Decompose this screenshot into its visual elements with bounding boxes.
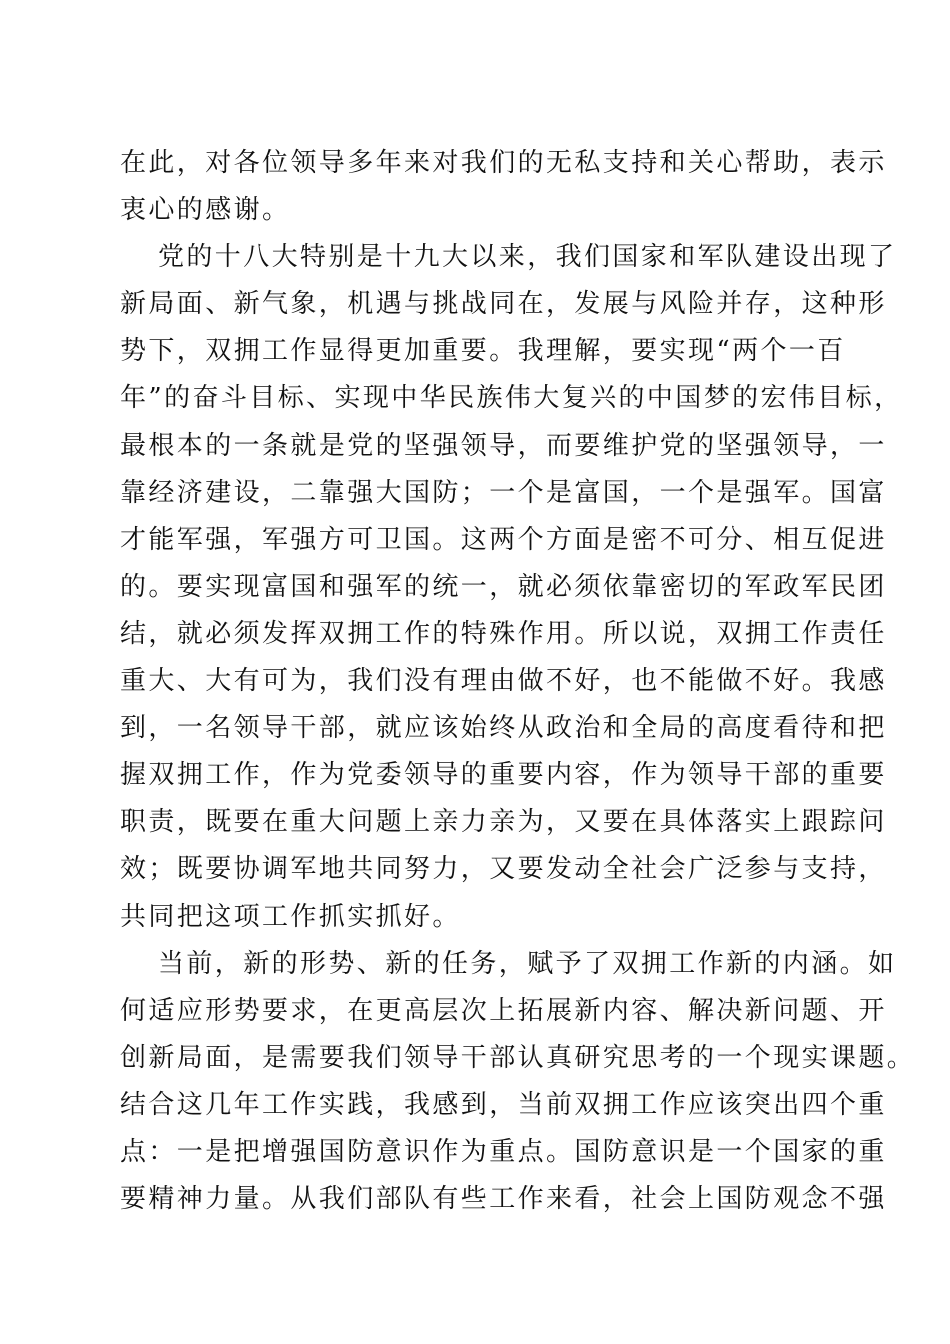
text-line: 握双拥工作，作为党委领导的重要内容，作为领导干部的重要 [120, 760, 887, 791]
body-text [120, 140, 916, 1223]
text-line: 势下，双拥工作显得更加重要。我理解，要实现“两个一百 [120, 336, 846, 367]
text-line: 创新局面，是需要我们领导干部认真研究思考的一个现实课题。 [120, 1042, 916, 1073]
text-line: 何适应形势要求，在更高层次上拓展新内容、解决新问题、开 [120, 995, 887, 1026]
text-line: 要精神力量。从我们部队有些工作来看，社会上国防观念不强 [120, 1184, 887, 1215]
text-line: 的。要实现富国和强军的统一，就必须依靠密切的军政军民团 [120, 571, 887, 602]
text-line: 结合这几年工作实践，我感到，当前双拥工作应该突出四个重 [120, 1089, 887, 1120]
text-line: 重大、大有可为，我们没有理由做不好，也不能做不好。我感 [120, 666, 887, 697]
text-line: 到，一名领导干部，就应该始终从政治和全局的高度看待和把 [120, 713, 887, 744]
text-line: 衷心的感谢。 [120, 195, 291, 226]
text-line: 效；既要协调军地共同努力，又要发动全社会广泛参与支持， [120, 854, 887, 885]
text-line: 共同把这项工作抓实抓好。 [120, 901, 461, 932]
text-line: 在此，对各位领导多年来对我们的无私支持和关心帮助，表示 [120, 148, 887, 178]
text-line: 职责，既要在重大问题上亲力亲为，又要在具体落实上跟踪问 [120, 807, 887, 838]
text-line: 结，就必须发挥双拥工作的特殊作用。所以说，双拥工作责任 [120, 618, 887, 649]
text-line: 点：一是把增强国防意识作为重点。国防意识是一个国家的重 [120, 1136, 887, 1167]
text-line: 年”的奋斗目标、实现中华民族伟大复兴的中国梦的宏伟目标， [120, 383, 903, 414]
text-line: 靠经济建设，二靠强大国防；一个是富国，一个是强军。国富 [120, 477, 887, 508]
text-line: 新局面、新气象，机遇与挑战同在，发展与风险并存，这种形 [120, 289, 887, 320]
text-line: 最根本的一条就是党的坚强领导，而要维护党的坚强领导，一 [120, 430, 887, 461]
text-line: 才能军强，军强方可卫国。这两个方面是密不可分、相互促进 [120, 524, 887, 555]
paragraph-start-line: 党的十八大特别是十九大以来，我们国家和军队建设出现了 [158, 242, 897, 273]
paragraph-start-line: 当前，新的形势、新的任务，赋予了双拥工作新的内涵。如 [158, 948, 897, 979]
